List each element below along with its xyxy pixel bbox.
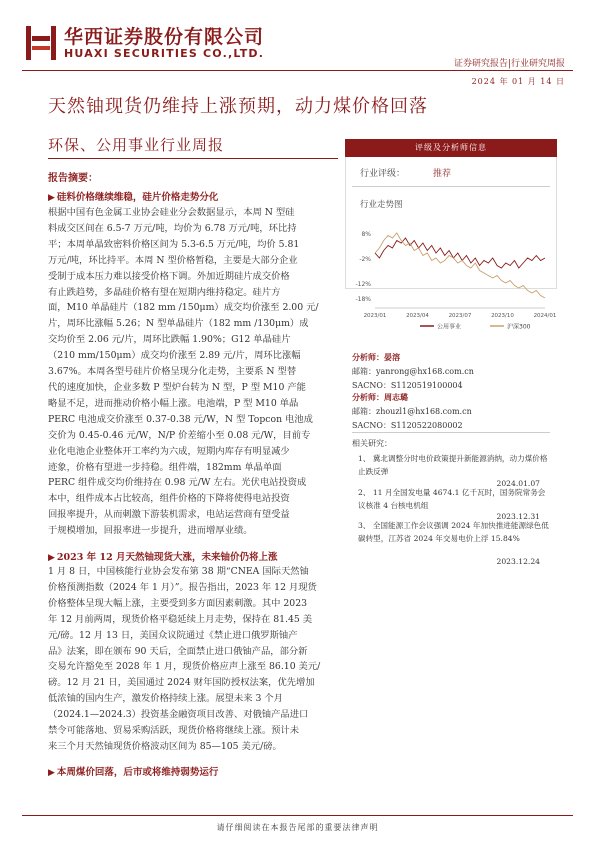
- header-divider: [22, 70, 573, 71]
- body-line: 交价为 0.45-0.46 元/W，N/P 价差缩小至 0.08 元/W，目前专: [48, 429, 311, 441]
- body-line: （2024.1—2024.3）投资基金融资项目改善、对俄铀产品进口: [48, 709, 309, 721]
- body-line: 禁令可能落地、贸易采购活跃，现货价格将继续上涨。预计未: [48, 725, 300, 737]
- legal-notice: 请仔细阅读在本报告尾部的重要法律声明: [216, 823, 379, 832]
- rating-divider: [352, 186, 550, 187]
- body-line: 业化电池企业整体开工率约为六成，短期内库存有明显减少: [48, 445, 290, 457]
- rating-label: 行业评级：: [360, 169, 406, 179]
- body-line: 1 月 8 日，中国核能行业协会发布第 38 期“CNEA 国际天然铀: [48, 566, 309, 577]
- y-tick-label: 8%: [361, 231, 371, 238]
- body-line: 代的速度加快，企业多数 P 型炉台转为 N 型，P 型 M10 产能: [48, 381, 306, 393]
- report-type-tags: 证券研究报告|行业研究周报: [453, 59, 565, 69]
- body-line: 根据中国有色金属工业协会硅业分会数据显示，本周 N 型硅: [48, 207, 295, 218]
- body-line: 回报率提升，从而刺激下游装机需求，电站运营商有望受益: [48, 509, 290, 521]
- analyst-sacno: SACNO：S1120522080002: [352, 421, 463, 430]
- analyst-name: 分析师：晏溶: [352, 352, 400, 362]
- body-line: 有止跌趋势，多晶硅价格有望在短期内维持稳定。硅片方: [48, 286, 281, 298]
- related-research-heading: 相关研究：: [352, 439, 392, 448]
- triangle-bullet-icon: ▶: [48, 553, 55, 563]
- x-tick-label: 2023/07: [448, 313, 472, 319]
- body-line: 品》法案，即在颁布 90 天后，全面禁止进口俄铀产品，部分新: [48, 645, 308, 657]
- analyst-divider: [352, 432, 550, 433]
- body-line: 于规模增加，回报率进一步提升，进而增厚业绩。: [48, 525, 253, 537]
- section-body-silicon: [48, 205, 340, 539]
- section-heading: [48, 189, 218, 203]
- x-tick-label: 2023/04: [406, 313, 429, 319]
- related-item-2[interactable]: 2、 11 月全国发电量 4674.1 亿千瓦时，国务院常务会议核准 4 台核电机组: [358, 488, 546, 510]
- company-logo: [24, 22, 58, 62]
- industry-trend-chart: [345, 218, 557, 338]
- analyst-name: 分析师：周志璐: [352, 392, 408, 402]
- rating-value: 推荐: [433, 169, 452, 179]
- summary-heading: 报告摘要：: [48, 173, 98, 184]
- x-tick-label: 2023/10: [491, 313, 514, 319]
- body-line: 迹象，价格有望进一步持稳。组件端，182mm 单晶单面: [48, 461, 282, 473]
- related-item-3[interactable]: 3、 全国能源工作会议强调 2024 年加快推进能源绿色低碳转型，江苏省 2024 年交易电价上浮 15.84%: [358, 521, 549, 543]
- y-tick-label: -18%: [355, 296, 371, 303]
- section-title-coal: 本周煤价回落，后市或将维持弱势运行: [56, 767, 219, 778]
- body-line: 本中，组件成本占比较高，组件价格的下降将使得电站投资: [48, 493, 290, 505]
- brand-name-cn: 华西证券股份有限公司: [64, 26, 265, 48]
- body-line: PERC 组件成交均价维持在 0.98 元/W 左右。光伏电站投资成: [48, 477, 307, 489]
- analyst-sacno: SACNO：S1120519100004: [352, 381, 463, 390]
- body-line: 来三个月天然铀现货价格波动区间为 85—105 美元/磅。: [48, 740, 282, 752]
- body-line: 交易允许豁免至 2028 年 1 月，现货价格应声上涨至 86.10 美元/: [48, 661, 321, 673]
- section-title-silicon: 硅料价格继续维稳，硅片价格走势分化: [56, 192, 219, 203]
- body-line: 低浓铀的国内生产，激发价格持续上涨。展望未来 3 个月: [48, 693, 283, 705]
- body-line: 价格预测指数（2024 年 1 月）”。报告指出，2023 年 12 月现货: [48, 581, 317, 593]
- related-date-2: 2023.12.31: [496, 512, 540, 521]
- rating-panel-header: 评级及分析师信息: [345, 139, 557, 157]
- subtitle-divider: [48, 158, 338, 159]
- section-body-uranium: [48, 564, 340, 755]
- body-line: 平；本周单晶致密料价格区间为 5.3-6.5 万元/吨，均价 5.81: [48, 238, 300, 250]
- series-line: [375, 238, 545, 268]
- section-heading: [48, 549, 278, 563]
- body-line: 片，周环比涨幅 5.26；N 型单晶硅片（182 mm /130μm）成: [48, 318, 309, 330]
- y-tick-label: -12%: [355, 281, 371, 288]
- analyst-2: [352, 390, 552, 434]
- analyst-email: 邮箱：zhouzl1@hx168.com.cn: [352, 406, 472, 416]
- footer-divider: [22, 815, 573, 816]
- body-line: 年 12 月前两周，现货价格平稳延续上月走势，保持在 81.45 美: [48, 613, 313, 625]
- related-item-1[interactable]: 1、 冀北调整分时电价政策提升新能源消纳，动力煤价格止跌反弹: [358, 454, 548, 476]
- related-date-1: 2024.01.07: [496, 479, 540, 488]
- analyst-1: [352, 350, 552, 394]
- body-line: 面，M10 单晶硅片（182 mm /150μm）成交均价涨至 2.00 元/: [48, 302, 319, 314]
- body-line: 3.67%。本周各型号硅片价格呈现分化走势，主要系 N 型替: [48, 366, 297, 378]
- body-line: 万元/吨，环比持平。本周 N 型价格暂稳，主要是大部分企业: [48, 254, 298, 266]
- page-subtitle: 环保、公用事业行业周报: [48, 136, 225, 154]
- legend-label: 沪深300: [507, 323, 531, 331]
- industry-rating: [360, 166, 451, 179]
- triangle-bullet-icon: ▶: [48, 193, 55, 203]
- section-title-uranium: 2023 年 12 月天然铀现货大涨，未来铀价仍将上涨: [56, 552, 278, 563]
- analyst-email: 邮箱：yanrong@hx168.com.cn: [352, 366, 474, 376]
- page-title: 天然铀现货仍维持上涨预期，动力煤价格回落: [48, 96, 428, 117]
- brand-name-en: HUAXI SECURITIES CO.,LTD.: [64, 47, 265, 60]
- report-date: 2024 年 01 月 14 日: [471, 77, 565, 86]
- x-tick-label: 2023/01: [363, 313, 387, 319]
- body-line: 略显不足，进而推动价格小幅上涨。电池端，P 型 M10 单晶: [48, 397, 299, 409]
- chart-title: 行业走势图: [360, 200, 403, 210]
- body-line: （210 mm/150μm）成交均价涨至 2.89 元/片，周环比涨幅: [48, 350, 301, 362]
- body-line: 料成交区间在 6.5-7 万元/吨，均价为 6.78 万元/吨，环比持: [48, 222, 297, 234]
- body-line: 价格整体呈现大幅上涨，主要受到多方面因素刺激。其中 2023: [48, 597, 308, 609]
- triangle-bullet-icon: ▶: [48, 768, 55, 778]
- body-line: 受制于成本压力难以接受价格下调。外加近期硅片成交价格: [48, 270, 290, 282]
- body-line: 元/磅。12 月 13 日，美国众议院通过《禁止进口俄罗斯铀产: [48, 629, 298, 641]
- body-line: 磅。12 月 21 日，美国通过 2024 财年国防授权法案，优先增加: [48, 677, 315, 689]
- y-tick-label: -2%: [359, 256, 371, 263]
- related-date-3: 2023.12.24: [496, 557, 540, 566]
- section-heading: [48, 764, 218, 778]
- x-tick-label: 2024/01: [533, 313, 557, 319]
- body-line: 交均价至 2.06 元/片，周环比跌幅 1.90%；G12 单晶硅片: [48, 334, 291, 346]
- legend-label: 公用事业: [437, 323, 462, 331]
- body-line: PERC 电池成交价涨至 0.37-0.38 元/W，N 型 Topcon 电池成: [48, 413, 313, 425]
